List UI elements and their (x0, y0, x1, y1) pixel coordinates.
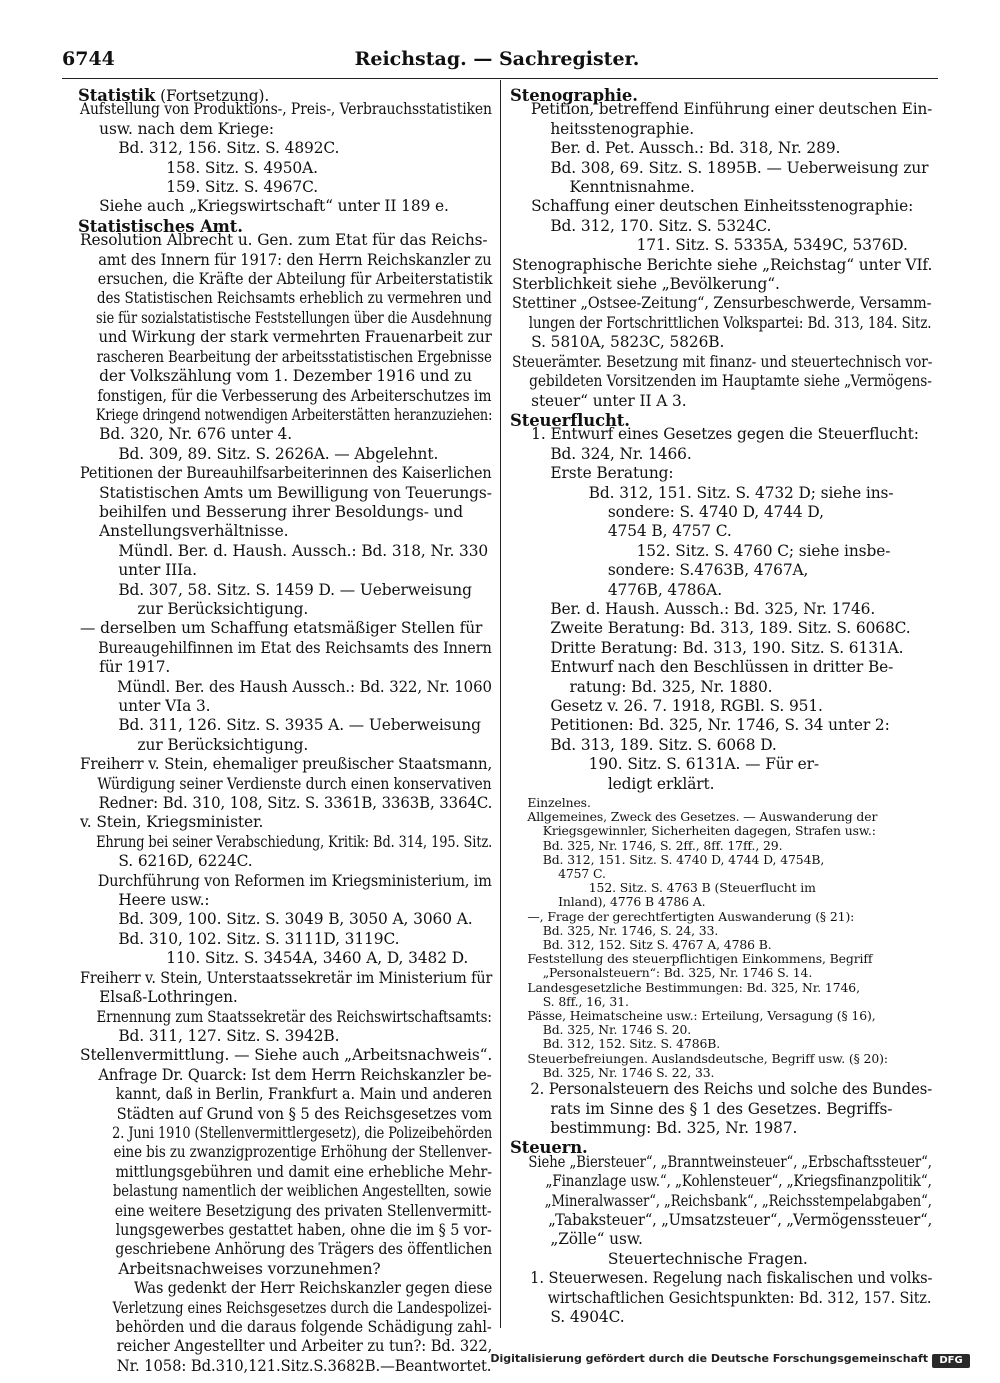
index-line: Anfrage Dr. Quarck: Ist dem Herrn Reichskanzler be- (80, 1065, 492, 1084)
index-line: rats im Sinne des § 1 des Gesetzes. Begriffs- (512, 1099, 893, 1118)
index-line: Mündl. Ber. d. Haush. Aussch.: Bd. 318, Nr. 330 (80, 541, 489, 560)
index-line: für 1917. (80, 658, 171, 677)
index-line: eine bis zu zwanzigprozentige Erhöhung der Stellenver- (80, 1143, 492, 1162)
index-line: eine weitere Besetzigung des privaten Stellenvermitt- (80, 1201, 492, 1220)
index-entry (80, 755, 492, 813)
index-line: 2. Personalsteuern des Reichs und solche des Bundes- (512, 1080, 933, 1099)
index-line: reicher Angestellter und Arbeiter zu tun?: Bd. 322, (80, 1337, 493, 1356)
index-line: ersuchen, die Kräfte der Abteilung für Arbeiterstatistik (80, 270, 493, 289)
index-line: Bd. 325, Nr. 1746 S. 20. (512, 1022, 692, 1038)
index-line: Steuerämter. Besetzung mit finanz- und steuertechnisch vor- (512, 352, 933, 371)
index-line: Schaffung einer deutschen Einheitsstenographie: (512, 197, 914, 216)
index-line: Petition, betreffend Einführung einer deutschen Ein- (512, 100, 933, 119)
index-line: Bd. 307, 58. Sitz. S. 1459 D. — Ueberweisung (80, 580, 472, 599)
index-line: Siehe auch „Kriegswirtschaft“ unter II 189 e. (80, 197, 449, 216)
index-line: sondere: S.4763B, 4767A, (512, 561, 809, 580)
index-line: beihilfen und Besserung ihrer Besoldungs- und (80, 502, 463, 521)
index-line: gebildeten Vorsitzenden im Hauptamte siehe „Vermögens- (512, 372, 932, 391)
index-line: Kriege dringend notwendigen Arbeiterstätten heranzuziehen: (80, 405, 493, 424)
index-line: Ber. d. Haush. Aussch.: Bd. 325, Nr. 1746. (512, 599, 876, 618)
index-line: 4776B, 4786A. (512, 580, 722, 599)
index-line: Feststellung des steuerpflichtigen Einkommens, Begriff (512, 951, 873, 967)
index-line: Ehrung bei seiner Verabschiedung, Kritik: Bd. 314, 195. Sitz. (80, 832, 493, 851)
index-line: Bd. 308, 69. Sitz. S. 1895B. — Ueberweisung zur (512, 158, 929, 177)
index-line: sondere: S. 4740 D, 4744 D, (512, 502, 824, 521)
index-line: Bd. 313, 189. Sitz. S. 6068 D. (512, 735, 777, 754)
index-line: 110. Sitz. S. 3454A, 3460 A, D, 3482 D. (80, 949, 469, 968)
index-line: Bd. 311, 126. Sitz. S. 3935 A. — Ueberweisung (80, 716, 481, 735)
index-line: Bd. 325, Nr. 1746, S. 24, 33. (512, 922, 719, 938)
index-line: Bd. 312, 151. Sitz. S. 4740 D, 4744 D, 4754B, (512, 851, 825, 867)
index-line: S. 5810A, 5823C, 5826B. (512, 333, 725, 352)
index-line: Redner: Bd. 310, 108, Sitz. S. 3361B, 3363B, 3364C. (80, 794, 493, 813)
heading-text: Stenographie. (510, 86, 638, 105)
index-line: „Zölle“ usw. (512, 1230, 643, 1249)
index-line: Petitionen der Bureauhilfsarbeiterinnen des Kaiserlichen (80, 464, 492, 483)
index-line: 1. Entwurf eines Gesetzes gegen die Steuerflucht: (512, 425, 919, 444)
index-line: Landesgesetzliche Bestimmungen: Bd. 325, Nr. 1746, (512, 979, 860, 995)
index-entry (512, 100, 932, 255)
index-line: Siehe „Biersteuer“, „Branntweinsteuer“, „Erbschaftssteuer“, (512, 1152, 932, 1171)
index-line: lungsgewerbes gestattet haben, ohne die im § 5 vor- (80, 1220, 492, 1239)
index-line: Bd. 311, 127. Sitz. S. 3942B. (80, 1026, 340, 1045)
index-line: 158. Sitz. S. 4950A. (80, 158, 318, 177)
index-line: zur Berücksichtigung. (80, 599, 309, 618)
index-line: unter IIIa. (80, 561, 197, 580)
index-entry (512, 1153, 932, 1328)
index-line: Bd. 325, Nr. 1746 S. 22, 33. (512, 1064, 715, 1080)
footer-credit: Digitalisierung gefördert durch die Deutsche Forschungsgemeinschaft (490, 1352, 928, 1365)
heading-text: Statistisches Amt. (78, 216, 243, 236)
index-line: v. Stein, Kriegsminister. (80, 813, 264, 832)
index-line: belastung namentlich der weiblichen Angestellten, sowie (80, 1182, 492, 1201)
index-line: — derselben um Schaffung etatsmäßiger Stellen für (80, 619, 483, 638)
index-line: 4757 C. (512, 866, 606, 882)
index-line: Petitionen: Bd. 325, Nr. 1746, S. 34 unter 2: (512, 716, 890, 735)
index-entry (512, 796, 932, 1080)
index-line: Steuerbefreiungen. Auslandsdeutsche, Begriff usw. (§ 20): (512, 1050, 888, 1066)
index-line: Kenntnisnahme. (512, 178, 695, 197)
index-line: 152. Sitz. S. 4760 C; siehe insbe- (512, 541, 891, 560)
index-line: 152. Sitz. S. 4763 B (Steuerflucht im (512, 880, 816, 896)
right-column-content (512, 86, 932, 1327)
index-line: Bureaugehilfinnen im Etat des Reichsamts des Innern (80, 638, 492, 657)
index-line: sie für sozialstatistische Feststellungen über die Ausdehnung (80, 308, 492, 327)
index-line: Bd. 320, Nr. 676 unter 4. (80, 425, 293, 444)
index-line: lungen der Fortschrittlichen Volkspartei: Bd. 313, 184. Sitz. (512, 313, 932, 332)
index-entry (512, 425, 932, 794)
index-line: Bd. 312, 152. Sitz. S. 4786B. (512, 1036, 721, 1052)
index-line: „Mineralwasser“, „Reichsbank“, „Reichsstempelabgaben“, (512, 1191, 932, 1210)
index-line: Ernennung zum Staatssekretär des Reichswirtschaftsamts: (80, 1007, 492, 1026)
index-line: „Personalsteuern“: Bd. 325, Nr. 1746 S. 14. (512, 965, 813, 981)
header-rule (62, 78, 938, 79)
index-line: rascheren Bearbeitung der arbeitsstatistischen Ergebnisse (80, 347, 492, 366)
index-entry (512, 294, 932, 352)
index-line: Bd. 324, Nr. 1466. (512, 444, 692, 463)
index-line: S. 4904C. (512, 1307, 625, 1326)
index-line: 4754 B, 4757 C. (512, 522, 732, 541)
index-line: Bd. 312, 170. Sitz. S. 5324C. (512, 216, 772, 235)
index-line: Anstellungsverhältnisse. (80, 522, 289, 541)
index-line: S. 6216D, 6224C. (80, 852, 253, 871)
index-entry (512, 353, 932, 411)
index-line: Durchführung von Reformen im Kriegsministerium, im (80, 871, 492, 890)
index-line: Nr. 1058: Bd.310,121.Sitz.S.3682B.—Beantwortet. (80, 1356, 492, 1375)
index-line: usw. nach dem Kriege: (80, 119, 275, 138)
index-line: Dritte Beratung: Bd. 313, 190. Sitz. S. 6131A. (512, 638, 904, 657)
left-column-content (80, 86, 492, 1376)
index-line: „Finanzlage usw.“, „Kohlensteuer“, „Kriegsfinanzpolitik“, (512, 1172, 932, 1191)
index-line: Gesetz v. 26. 7. 1918, RGBl. S. 951. (512, 697, 823, 715)
index-line: Erste Beratung: (512, 464, 674, 483)
index-line: des Statistischen Reichsamts erheblich zu vermehren und (80, 289, 492, 308)
index-line: zur Berücksichtigung. (80, 735, 309, 754)
index-line: geschriebene Anhörung des Trägers des öffentlichen (80, 1240, 492, 1259)
left-column (80, 86, 492, 1376)
index-line: bestimmung: Bd. 325, Nr. 1987. (512, 1118, 798, 1137)
index-line: 190. Sitz. S. 6131A. — Für er- (512, 755, 820, 774)
index-line: 2. Juni 1910 (Stellenvermittlergesetz), die Polizeibehörden (80, 1123, 493, 1142)
index-line: Zweite Beratung: Bd. 313, 189. Sitz. S. 6068C. (512, 619, 911, 638)
right-column (512, 86, 932, 1327)
index-entry (512, 256, 932, 275)
page-header (62, 48, 932, 74)
index-line: ledigt erklärt. (512, 774, 715, 793)
index-line: Sterblichkeit siehe „Bevölkerung“. (512, 275, 780, 294)
index-line: Verletzung eines Reichsgesetzes durch die Landespolizei- (80, 1298, 492, 1317)
index-line: Bd. 310, 102. Sitz. S. 3111D, 3119C. (80, 929, 400, 948)
index-line: heitsstenographie. (512, 119, 695, 138)
index-line: Stettiner „Ostsee-Zeitung“, Zensurbeschwerde, Versamm- (512, 294, 932, 313)
index-line: Bd. 309, 100. Sitz. S. 3049 B, 3050 A, 3060 A. (80, 910, 473, 929)
index-line: fonstigen, für die Verbesserung des Arbeiterschutzes im (80, 386, 492, 405)
index-entry (80, 813, 492, 968)
index-line: der Volkszählung vom 1. Dezember 1916 und zu (80, 367, 472, 386)
index-line: mittlungsgebühren und damit eine erhebliche Mehr- (80, 1162, 492, 1181)
index-line: Statistischen Amts um Bewilligung von Teuerungs- (80, 483, 492, 502)
index-line: Stenographische Berichte siehe „Reichstag“ unter VIf. (512, 255, 933, 274)
index-line: Kriegsgewinnler, Sicherheiten dagegen, Strafen usw.: (512, 823, 876, 839)
index-entry (512, 275, 932, 294)
index-line: Resolution Albrecht u. Gen. zum Etat für das Reichs- (80, 231, 488, 250)
index-line: 159. Sitz. S. 4967C. (80, 178, 319, 197)
heading-suffix: (Fortsetzung). (155, 87, 270, 105)
index-line: —, Frage der gerechtfertigten Auswanderung (§ 21): (512, 908, 855, 924)
index-line: Würdigung seiner Verdienste durch einen konservativen (80, 774, 492, 793)
index-entry (80, 100, 492, 216)
index-line: 171. Sitz. S. 5335A, 5349C, 5376D. (512, 236, 908, 255)
index-line: Aufstellung von Produktions-, Preis-, Verbrauchsstatistiken (80, 100, 492, 119)
index-line: Bd. 325, Nr. 1746, S. 2ff., 8ff. 17ff., 29. (512, 837, 783, 853)
index-line: S. 8ff., 16, 31. (512, 993, 629, 1009)
index-line: Pässe, Heimatscheine usw.: Erteilung, Versagung (§ 16), (512, 1008, 876, 1024)
index-line: Steuertechnische Fragen. (512, 1249, 808, 1268)
heading-text: Statistik (78, 86, 156, 105)
index-line: Bd. 312, 156. Sitz. S. 4892C. (80, 139, 340, 158)
index-line: Bd. 309, 89. Sitz. S. 2626A. — Abgelehnt. (80, 444, 439, 463)
index-line: Städten auf Grund von § 5 des Reichsgesetzes vom (80, 1104, 492, 1123)
index-line: 1. Steuerwesen. Regelung nach fiskalischen und volks- (512, 1269, 933, 1288)
index-line: wirtschaftlichen Gesichtspunkten: Bd. 312, 157. Sitz. (512, 1288, 932, 1307)
heading-text: Steuern. (510, 1138, 588, 1158)
page-number: 6744 (62, 48, 115, 70)
index-entry (80, 969, 492, 1047)
index-line: Ber. d. Pet. Aussch.: Bd. 318, Nr. 289. (512, 139, 841, 158)
index-entry (80, 1046, 492, 1376)
index-line: Bd. 312, 152. Sitz S. 4767 A, 4786 B. (512, 937, 772, 953)
index-line: und Wirkung der stark vermehrten Frauenarbeit zur (80, 328, 492, 347)
index-line: Heere usw.: (80, 891, 210, 910)
heading-text: Steuerflucht. (510, 410, 630, 430)
index-line: steuer“ unter II A 3. (512, 391, 687, 410)
index-line: unter VIa 3. (80, 697, 211, 715)
index-line: Mündl. Ber. des Haush Aussch.: Bd. 322, Nr. 1060 (80, 677, 492, 696)
index-line: Freiherr v. Stein, Unterstaatssekretär im Ministerium für (80, 968, 493, 987)
index-line: amt des Innern für 1917: den Herrn Reichskanzler zu (80, 250, 492, 269)
index-line: Inland), 4776 B 4786 A. (512, 894, 706, 910)
index-line: behörden und die daraus folgende Schädigung zahl- (80, 1318, 492, 1336)
index-line: Entwurf nach den Beschlüssen in dritter Be- (512, 658, 894, 677)
index-line: Bd. 312, 151. Sitz. S. 4732 D; siehe ins- (512, 483, 894, 502)
index-line: Elsaß-Lothringen. (80, 988, 238, 1007)
index-line: ratung: Bd. 325, Nr. 1880. (512, 677, 773, 696)
column-divider (500, 80, 501, 1328)
index-line: Arbeitsnachweises vorzunehmen? (80, 1259, 381, 1278)
running-head: Reichstag. — Sachregister. (354, 48, 640, 70)
index-line: kannt, daß in Berlin, Frankfurt a. Main und anderen (80, 1085, 492, 1104)
dfg-logo: DFG (932, 1354, 970, 1368)
index-entry (512, 1080, 932, 1138)
index-line: „Tabaksteuer“, „Umsatzsteuer“, „Vermögenssteuer“, (512, 1210, 933, 1229)
index-line: Was gedenkt der Herr Reichskanzler gegen diese (80, 1279, 493, 1298)
index-line: Freiherr v. Stein, ehemaliger preußischer Staatsmann, (80, 755, 493, 774)
index-line: Allgemeines, Zweck des Gesetzes. — Auswanderung der (512, 809, 878, 825)
index-line: Einzelnes. (512, 795, 591, 811)
index-line: Stellenvermittlung. — Siehe auch „Arbeitsnachweis“. (80, 1046, 493, 1065)
index-entry (80, 231, 492, 755)
